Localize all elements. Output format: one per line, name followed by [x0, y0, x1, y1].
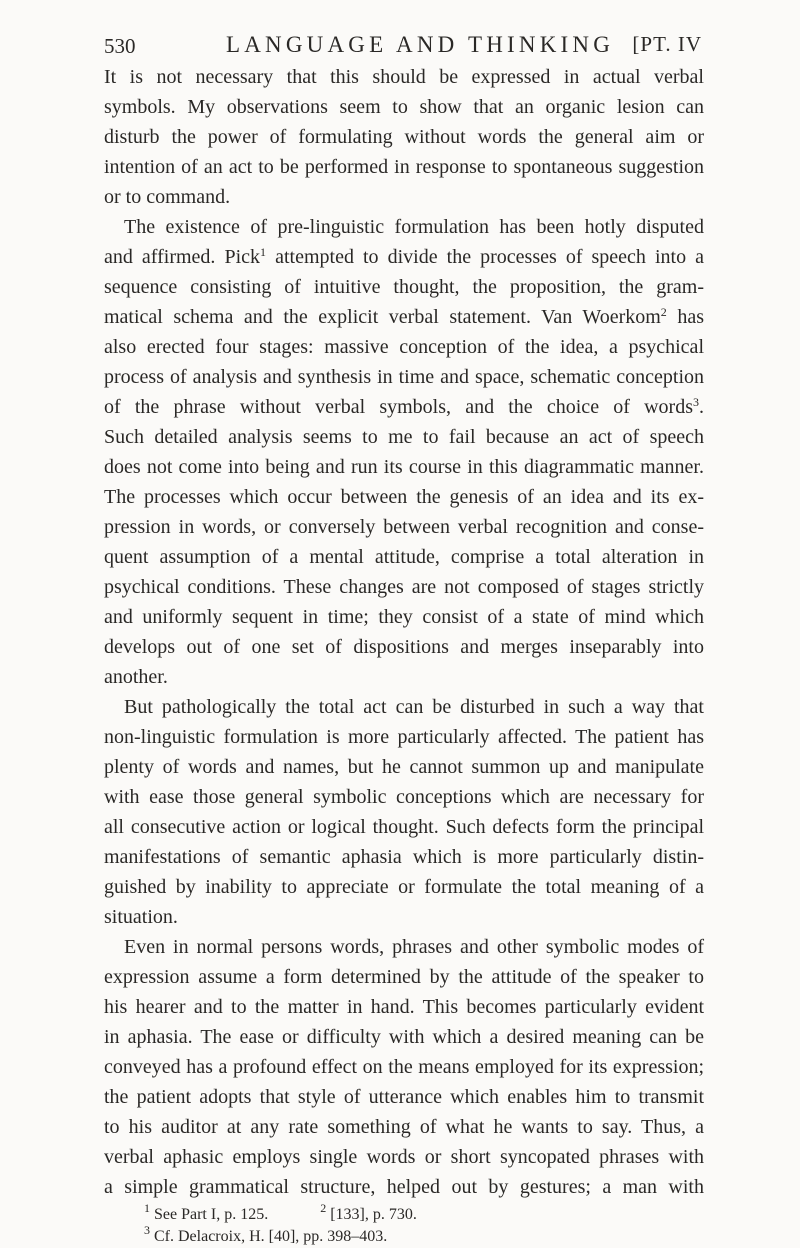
text-line: to his auditor at any rate something of what he wants to say. Thus, a — [104, 1116, 704, 1138]
text-line: non-linguistic formulation is more particularly affected. The patient has — [104, 726, 704, 748]
footnote-line — [104, 1201, 704, 1226]
footnote-line — [104, 1223, 704, 1248]
text-line: does not come into being and run its course in this diagrammatic manner. — [104, 456, 704, 478]
footnote-item — [144, 1201, 269, 1223]
text-line: or to command. — [104, 186, 231, 208]
text-line: with ease those general symbolic conceptions which are necessary for — [104, 786, 704, 808]
paragraph — [104, 212, 704, 692]
text-line: psychical conditions. These changes are not composed of stages strictly — [104, 576, 704, 598]
part-label: [PT. IV — [632, 32, 702, 56]
text-segment: matical schema and the explicit verbal statement. Van Woerkom — [104, 306, 661, 328]
text-line: pression in words, or conversely between verbal recognition and conse- — [104, 516, 704, 538]
text-segment: attempted to divide the processes of speech into a — [275, 246, 705, 268]
paragraph — [104, 932, 704, 1202]
text-line: a simple grammatical structure, helped out by gestures; a man with — [104, 1176, 704, 1198]
footnote-mark: 3 — [144, 1223, 150, 1237]
page-number: 530 — [104, 34, 136, 58]
text-line: in aphasia. The ease or difficulty with which a desired meaning can be — [104, 1026, 704, 1048]
paragraph — [104, 62, 704, 212]
text-line: conveyed has a profound effect on the means employed for its expression; — [104, 1056, 704, 1078]
text-line: the patient adopts that style of utterance which enables him to transmit — [104, 1086, 704, 1108]
footnote-item — [320, 1201, 417, 1226]
text-line: Such detailed analysis seems to me to fail because an act of speech — [104, 426, 704, 448]
footnote-marker: 3 — [693, 395, 699, 409]
text-line: verbal aphasic employs single words or short syncopated phrases with — [104, 1146, 704, 1168]
text-line: The existence of pre-linguistic formulation has been hotly disputed — [124, 216, 704, 238]
text-line: expression assume a form determined by the attitude of the speaker to — [104, 966, 704, 988]
text-line: guished by inability to appreciate or formulate the total meaning of a — [104, 876, 704, 898]
footnote-mark: 1 — [144, 1201, 150, 1215]
text-line: process of analysis and synthesis in time and space, schematic conception — [104, 366, 704, 388]
footnote-text: Cf. Delacroix, H. [40], pp. 398–403. — [154, 1228, 388, 1245]
text-line — [104, 302, 704, 332]
text-line: The processes which occur between the genesis of an idea and its ex- — [104, 486, 704, 508]
paragraph — [104, 692, 704, 932]
footnote-text: See Part I, p. 125. — [154, 1206, 269, 1223]
text-line: his hearer and to the matter in hand. This becomes particularly evident — [104, 996, 704, 1018]
text-line — [104, 392, 704, 422]
footnote-marker: 1 — [260, 245, 267, 259]
footnote-mark: 2 — [320, 1201, 327, 1215]
footnotes — [104, 1201, 704, 1248]
running-header — [104, 32, 702, 62]
text-line: Even in normal persons words, phrases and other symbolic modes of — [124, 936, 704, 958]
running-title: LANGUAGE AND THINKING — [226, 32, 615, 57]
text-line — [104, 242, 704, 272]
text-line: intention of an act to be performed in response to spontaneous suggestion — [104, 156, 704, 178]
text-line: quent assumption of a mental attitude, comprise a total alteration in — [104, 546, 704, 568]
text-line: develops out of one set of dispositions and merges inseparably into — [104, 636, 704, 658]
footnote-text: [133], p. 730. — [330, 1206, 417, 1223]
text-segment: of the phrase without verbal symbols, and the choice of words — [104, 396, 693, 418]
text-segment: . — [699, 396, 704, 418]
footnote-item — [144, 1223, 388, 1245]
text-line: plenty of words and names, but he cannot summon up and manipulate — [104, 756, 704, 778]
text-line: situation. — [104, 906, 178, 928]
text-line: It is not necessary that this should be expressed in actual verbal — [104, 66, 704, 88]
text-line: manifestations of semantic aphasia which is more particularly distin- — [104, 846, 704, 868]
text-line: symbols. My observations seem to show that an organic lesion can — [104, 96, 704, 118]
text-line: all consecutive action or logical thought. Such defects form the principal — [104, 816, 704, 838]
text-line: and uniformly sequent in time; they consist of a state of mind which — [104, 606, 704, 628]
text-line: sequence consisting of intuitive thought, the proposition, the gram- — [104, 276, 704, 298]
text-line: another. — [104, 666, 168, 688]
text-line: also erected four stages: massive conception of the idea, a psychical — [104, 336, 704, 358]
text-line: disturb the power of formulating without words the general aim or — [104, 126, 704, 148]
body-text — [104, 62, 704, 1248]
footnote-marker: 2 — [660, 305, 667, 319]
text-segment: and affirmed. Pick — [104, 246, 261, 268]
text-segment: has — [677, 306, 705, 328]
text-line: But pathologically the total act can be disturbed in such a way that — [124, 696, 704, 718]
